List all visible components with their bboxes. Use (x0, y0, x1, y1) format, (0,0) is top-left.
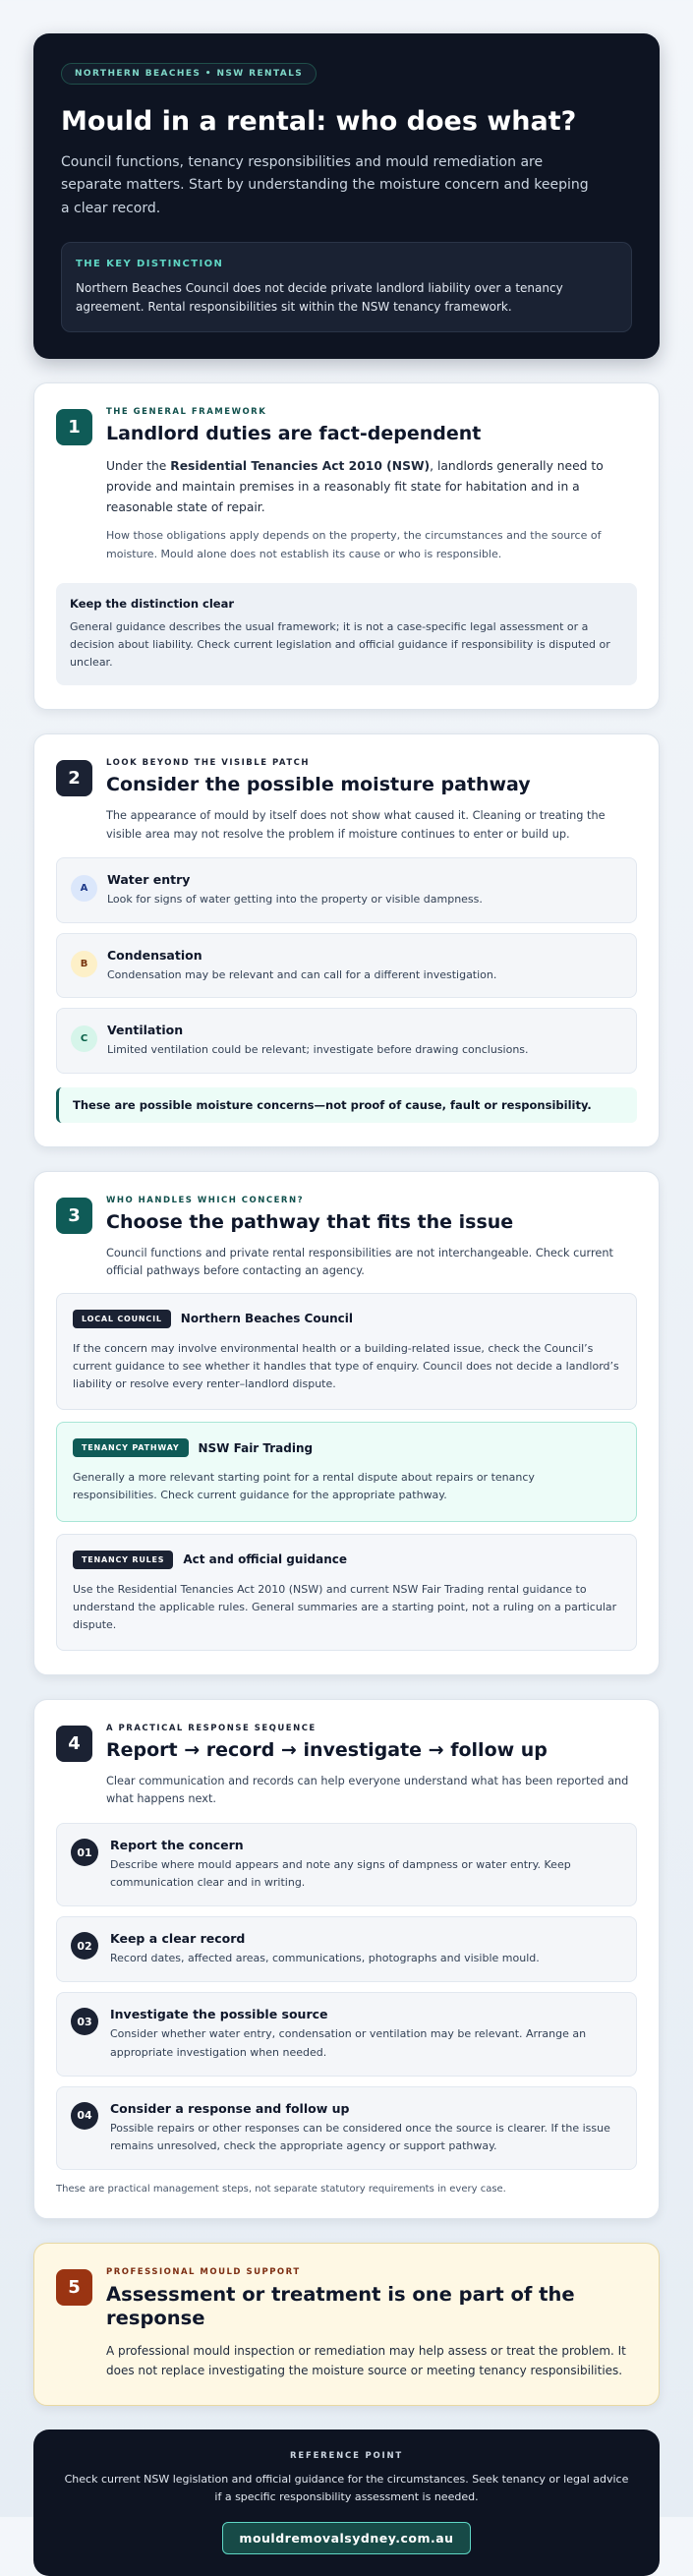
footer-text: Check current NSW legislation and official guidance for the circumstances. Seek tenancy or legal advice if a specific responsibility assessment is needed. (64, 2472, 629, 2503)
step-text: Consider whether water entry, condensation or ventilation may be relevant. Arrange an appropriate investigation when needed. (110, 2027, 587, 2059)
moisture-callout: These are possible moisture concerns—not proof of cause, fault or responsibility. (56, 1087, 637, 1123)
section-kicker: A PRACTICAL RESPONSE SEQUENCE (106, 1724, 317, 1734)
step-text: Possible repairs or other responses can be considered once the source is clearer. If the issue remains unresolved, check the appropriate agency or support pathway. (110, 2121, 610, 2152)
reference-footer (33, 2430, 660, 2576)
section-professional-support (33, 2243, 660, 2406)
footer-kicker: REFERENCE POINT (290, 2450, 403, 2461)
item-text: Condensation may be relevant and can call for a different investigation. (107, 967, 497, 981)
step-number: 03 (71, 2008, 98, 2035)
section-body: Under the Residential Tenancies Act 2010 (NSW), landlords generally need to provide and maintain premises in a reasonably fit state for habitation and in a reasonable state of repair. (106, 458, 604, 514)
pathway-local-council (56, 1293, 637, 1410)
pathway-tag: TENANCY PATHWAY (73, 1438, 189, 1457)
step-title: Investigate the possible source (110, 2007, 328, 2022)
section-number: 3 (56, 1198, 92, 1234)
distinction-panel (56, 583, 637, 685)
step-follow-up (56, 2086, 637, 2170)
item-text: Limited ventilation could be relevant; investigate before drawing conclusions. (107, 1043, 529, 1057)
section-title: Landlord duties are fact-dependent (106, 423, 482, 444)
key-distinction-title: THE KEY DISTINCTION (76, 258, 224, 269)
letter-b-badge: B (71, 951, 97, 977)
pathway-fair-trading (56, 1422, 637, 1521)
pathway-text: If the concern may involve environmental health or a building-related issue, check the Council’s current guidance to see whether it handles that type of enquiry. Council does not decide a landlord’s liability or resolve every renter–landlord dispute. (73, 1341, 619, 1391)
section-general-framework (33, 382, 660, 710)
section-note: How those obligations apply depends on the property, the circumstances and the source of moisture. Mould alone does not establish its cause or who is responsible. (106, 529, 602, 560)
key-distinction-text: Northern Beaches Council does not decide private landlord liability over a tenancy agreement. Rental responsibilities sit within the NSW tenancy framework. (76, 280, 563, 315)
hero-panel (33, 33, 660, 359)
moisture-item-condensation (56, 933, 637, 999)
section-title: Consider the possible moisture pathway (106, 774, 531, 796)
section-body: A professional mould inspection or remediation may help assess or treat the problem. It does not replace investigating the moisture source or meeting tenancy responsibilities. (106, 2343, 626, 2378)
page-title: Mould in a rental: who does what? (61, 106, 577, 137)
step-number: 04 (71, 2102, 98, 2130)
act-name: Residential Tenancies Act 2010 (NSW) (170, 458, 431, 473)
pathway-tenancy-rules (56, 1534, 637, 1651)
step-record (56, 1916, 637, 1982)
key-distinction-box (61, 242, 632, 333)
section-kicker: LOOK BEYOND THE VISIBLE PATCH (106, 758, 310, 769)
pathway-name: Act and official guidance (183, 1552, 348, 1567)
distinction-panel-text: General guidance describes the usual framework; it is not a case-specific legal assessment or a decision about liability. Check current legislation and official guidance if responsibility is disputed or unclear. (70, 619, 610, 669)
section-response-sequence (33, 1699, 660, 2219)
step-text: Record dates, affected areas, communications, photographs and visible mould. (110, 1952, 540, 1965)
letter-c-badge: C (71, 1025, 97, 1052)
item-title: Ventilation (107, 1023, 184, 1038)
pathway-tag: LOCAL COUNCIL (73, 1310, 171, 1328)
section-title: Report → record → investigate → follow up (106, 1739, 548, 1762)
section-title: Assessment or treatment is one part of the response (106, 2283, 575, 2330)
pathway-text: Generally a more relevant starting point for a rental dispute about repairs or tenancy responsibilities. Check current guidance for the appropriate pathway. (73, 1471, 535, 1502)
item-title: Water entry (107, 872, 191, 888)
section-choose-pathway (33, 1171, 660, 1675)
section-number: 2 (56, 760, 92, 796)
distinction-panel-title: Keep the distinction clear (70, 596, 235, 611)
section-number: 1 (56, 409, 92, 445)
section-moisture-pathway (33, 733, 660, 1147)
moisture-item-water-entry (56, 857, 637, 923)
step-report (56, 1823, 637, 1906)
moisture-item-ventilation (56, 1008, 637, 1074)
hero-lede: Council functions, tenancy responsibilities and mould remediation are separate matters. Start by understanding the moisture concern and keeping a clear record. (61, 154, 589, 216)
section-intro: Clear communication and records can help everyone understand what has been reported and what happens next. (106, 1774, 629, 1806)
item-title: Condensation (107, 947, 202, 963)
step-title: Consider a response and follow up (110, 2100, 350, 2116)
pathway-name: NSW Fair Trading (198, 1440, 314, 1455)
pathway-text: Use the Residential Tenancies Act 2010 (NSW) and current NSW Fair Trading rental guidance to understand the applicable rules. General summaries are a starting point, not a ruling on a particular dispute. (73, 1582, 617, 1631)
section-title: Choose the pathway that fits the issue (106, 1210, 514, 1233)
letter-a-badge: A (71, 875, 97, 902)
section-kicker: THE GENERAL FRAMEWORK (106, 407, 267, 417)
section-intro: The appearance of mould by itself does not show what caused it. Cleaning or treating the visible area may not resolve the problem if moisture continues to enter or build up. (106, 808, 606, 841)
step-title: Report the concern (110, 1838, 244, 1853)
step-number: 01 (71, 1839, 98, 1866)
step-text: Describe where mould appears and note any signs of dampness or water entry. Keep communication clear and in writing. (110, 1858, 571, 1890)
pathway-tag: TENANCY RULES (73, 1551, 173, 1569)
step-title: Keep a clear record (110, 1931, 246, 1947)
pathway-name: Northern Beaches Council (180, 1312, 354, 1326)
step-number: 02 (71, 1932, 98, 1960)
section-number: 4 (56, 1726, 92, 1762)
section-kicker: WHO HANDLES WHICH CONCERN? (106, 1195, 305, 1205)
section-intro: Council functions and private rental responsibilities are not interchangeable. Check current official pathways before contacting an agency. (106, 1246, 613, 1278)
item-text: Look for signs of water getting into the property or visible dampness. (107, 893, 483, 907)
sequence-footnote: These are practical management steps, not separate statutory requirements in every case. (56, 2184, 506, 2195)
section-number: 5 (56, 2269, 92, 2306)
step-investigate (56, 1992, 637, 2076)
website-link-button[interactable]: mouldremovalsydney.com.au (222, 2522, 470, 2554)
section-kicker: PROFESSIONAL MOULD SUPPORT (106, 2267, 301, 2278)
location-badge: NORTHERN BEACHES • NSW RENTALS (61, 63, 317, 85)
